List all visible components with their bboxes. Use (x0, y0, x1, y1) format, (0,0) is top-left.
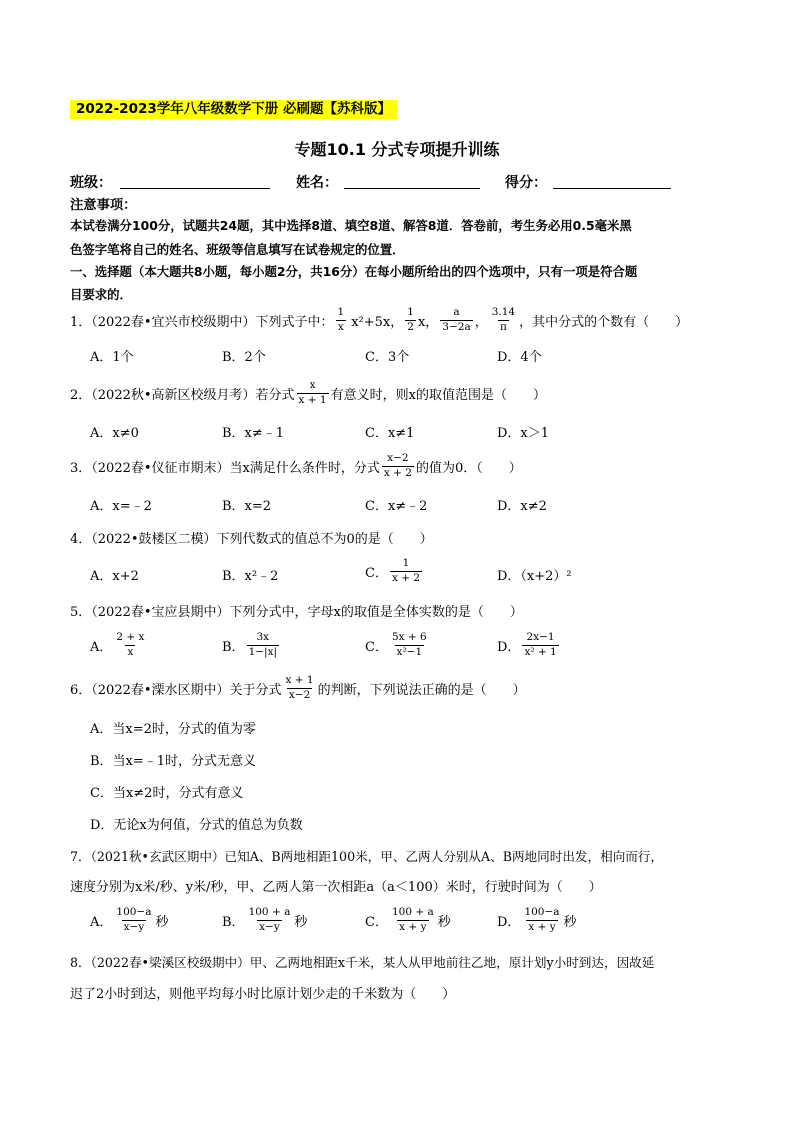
q7-option-b[interactable]: B． $\frac{100 + a}{x-y}$ 秒 (222, 906, 308, 933)
q2-option-a[interactable]: A．x≠0 (90, 426, 139, 441)
q5-option-b[interactable]: B． $\frac{3x}{1-|x|}$ (222, 631, 278, 658)
q6-suffix: 的判断，下列说法正确的是（ ） (317, 682, 526, 698)
q2-option-b[interactable]: B．x≠﹣1 (222, 426, 285, 441)
q7-option-b-fraction: $\frac{100 + a}{x-y}$ (248, 906, 291, 933)
question-8-line-2: 迟了2小时到达，则他平均每小时比原计划少走的千米数为（ ） (70, 987, 456, 1002)
q3-suffix: 的值为0．（ ） (415, 460, 522, 476)
q5-option-d[interactable]: D． $\frac{2x-1}{\text{x² + 1}}$ (497, 631, 557, 658)
question-7-line-2: 速度分别为x米/秒、y米/秒，甲、乙两人第一次相距a（a＜100）米时，行驶时间为（ ） (70, 880, 602, 895)
q4-option-d[interactable]: D．（x+2）² (497, 569, 572, 584)
q5-option-a-fraction: $\frac{2 + x}{x}$ (116, 631, 145, 658)
notice-line-1: 本试卷满分100分，试题共24题，其中选择8道、填空8道、解答8道．答卷前，考生务必用0.5毫米黑 (70, 218, 632, 233)
question-1: 1．（2022春•宜兴市校级期中）下列式子中： $\frac{1}{x}$ x²+5x， $\frac{1}{2}$ x， $\frac{a}{3-2a}$ ， $\frac{3.14}{\pi}$ ，其中分式的个数有（ ） (70, 306, 689, 333)
q1-term-2: x²+5x， (351, 314, 404, 330)
q5-option-b-fraction: $\frac{3x}{1-|x|}$ (248, 631, 278, 658)
q7-option-a[interactable]: A． $\frac{100-a}{x-y}$ 秒 (90, 906, 169, 933)
q4-option-c-label: C． (365, 565, 388, 581)
q7-option-c[interactable]: C． $\frac{100 + a}{x + y}$ 秒 (365, 906, 451, 933)
q6-option-b[interactable]: B．当x=﹣1时，分式无意义 (90, 754, 257, 769)
q4-option-a[interactable]: A．x+2 (90, 569, 139, 584)
q6-option-c[interactable]: C．当x≠2时，分式有意义 (90, 786, 244, 801)
q1-suffix: ，其中分式的个数有（ ） (519, 314, 689, 330)
q1-fraction-4: $\frac{a}{3-2a}$ (442, 306, 471, 333)
q3-option-a[interactable]: A．x=﹣2 (90, 499, 152, 514)
q3-option-d[interactable]: D．x≠2 (497, 499, 547, 514)
section-heading-line-1: 一、选择题（本大题共8小题，每小题2分，共16分）在每小题所给出的四个选项中，只有一项是符合题 (70, 264, 638, 279)
q3-prefix: 3．（2022春•仪征市期末）当x满足什么条件时，分式 (70, 460, 380, 476)
q3-option-c[interactable]: C．x≠﹣2 (365, 499, 428, 514)
q1-term-3: x， (417, 314, 439, 330)
question-6 (70, 671, 526, 705)
question-2 (70, 376, 546, 410)
class-label: 班级： (70, 175, 112, 191)
header-badge: 2022-2023学年八年级数学下册 必刷题【苏科版】 (70, 100, 397, 119)
q2-option-d[interactable]: D．x＞1 (497, 426, 550, 441)
q4-option-c[interactable] (365, 553, 424, 589)
q1-prefix: 1．（2022春•宜兴市校级期中）下列式子中： (70, 314, 334, 330)
notice-line-2: 色签字笔将自己的姓名、班级等信息填写在试卷规定的位置． (70, 242, 405, 257)
q7-option-a-fraction: $\frac{100-a}{x-y}$ (116, 906, 152, 933)
question-3 (70, 449, 522, 483)
q7-option-d-fraction: $\frac{100-a}{x + y}$ (524, 906, 560, 933)
class-field[interactable] (120, 188, 270, 189)
q5-option-c-fraction: $\frac{5x + 6}{\text{x²−1}}$ (391, 631, 427, 658)
q2-suffix: 有意义时，则x的取值范围是（ ） (330, 387, 546, 403)
q1-option-c[interactable]: C．3个 (365, 350, 410, 365)
name-label: 姓名： (296, 175, 338, 191)
q1-option-d[interactable]: D．4个 (497, 350, 542, 365)
q6-option-d[interactable]: D．无论x为何值，分式的值总为负数 (90, 818, 303, 833)
name-field[interactable] (344, 188, 480, 189)
question-4: 4．（2022•鼓楼区二模）下列代数式的值总不为0的是（ ） (70, 532, 433, 547)
q1-fraction-1: $\frac{1}{x}$ (337, 306, 345, 333)
q6-fraction: $\frac{x + 1}{x-2}$ (285, 674, 314, 701)
question-7-line-1: 7．（2021秋•玄武区期中）已知A、B两地相距100米，甲、乙两人分别从A、B两地同时出发，相向而行， (70, 849, 664, 864)
q1-option-a[interactable]: A．1个 (90, 350, 134, 365)
q2-option-c[interactable]: C．x≠1 (365, 426, 415, 441)
score-field[interactable] (553, 188, 671, 189)
q2-fraction: $\frac{x}{x + 1}$ (298, 379, 327, 406)
q5-option-a[interactable]: A． $\frac{2 + x}{x}$ (90, 631, 145, 658)
q7-option-d[interactable]: D． $\frac{100-a}{x + y}$ 秒 (497, 906, 577, 933)
notice-heading: 注意事项： (70, 198, 137, 213)
question-8-line-1: 8．（2022春•梁溪区校级期中）甲、乙两地相距x千米，某人从甲地前往乙地，原计划y小时到达，因故延 (70, 955, 655, 970)
score-label: 得分： (505, 175, 547, 191)
q4-option-c-fraction: $\frac{1}{x + 2}$ (391, 557, 421, 584)
q1-fraction-3: $\frac{1}{2}$ (407, 306, 414, 333)
section-heading-line-2: 目要求的． (70, 287, 132, 302)
q5-option-d-fraction: $\frac{2x-1}{\text{x² + 1}}$ (524, 631, 557, 658)
q1-fraction-5: $\frac{3.14}{\pi}$ (491, 306, 516, 333)
page-title: 专题10.1 分式专项提升训练 (294, 140, 500, 159)
q7-option-c-fraction: $\frac{100 + a}{x + y}$ (391, 906, 434, 933)
q3-option-b[interactable]: B．x=2 (222, 499, 272, 514)
q2-prefix: 2．（2022秋•高新区校级月考）若分式 (70, 387, 295, 403)
q5-option-c[interactable]: C． $\frac{5x + 6}{\text{x²−1}}$ (365, 631, 427, 658)
q6-prefix: 6．（2022春•溧水区期中）关于分式 (70, 682, 282, 698)
q1-option-b[interactable]: B．2个 (222, 350, 266, 365)
q3-fraction: $\frac{x-2}{x + 2}$ (383, 452, 412, 479)
q4-option-b[interactable]: B．x²﹣2 (222, 569, 279, 584)
q6-option-a[interactable]: A．当x=2时，分式的值为零 (90, 722, 256, 737)
question-5: 5．（2022春•宝应县期中）下列分式中，字母x的取值是全体实数的是（ ） (70, 605, 523, 620)
